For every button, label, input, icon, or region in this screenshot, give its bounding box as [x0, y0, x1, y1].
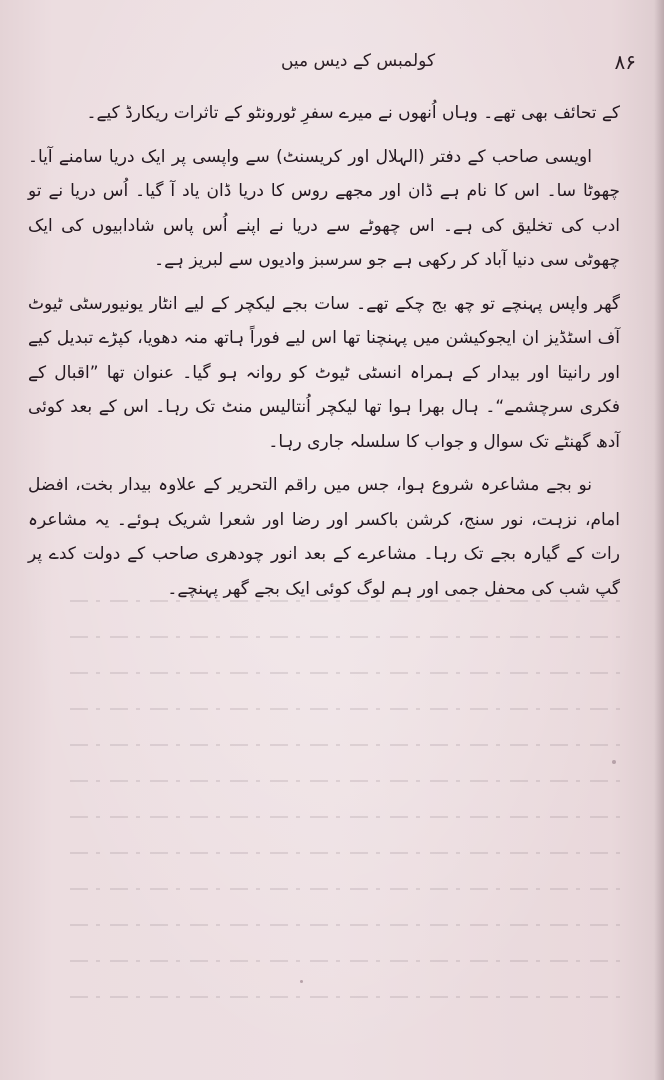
- page-body: [28, 96, 620, 615]
- paragraph: نو بجے مشاعرہ شروع ہوا، جس میں راقم التحریر کے علاوہ بیدار بخت، افضل امام، نزہت، نور سنج، کرشن باکسر اور رضا اور شعرا شریک ہوئے۔ یہ مشاعرہ رات کے گیارہ بجے تک رہا۔ مشاعرے کے بعد انور چودھری صاحب کے دولت کدے پر گپ شب کی محفل جمی اور ہم لوگ کوئی ایک بجے گھر پہنچے۔: [28, 475, 620, 599]
- page-header: [80, 50, 636, 80]
- paragraph: اویسی صاحب کے دفتر (الہلال اور کریسنٹ) سے واپسی پر ایک دریا سامنے آیا۔ چھوٹا سا۔ اس کا نام ہے ڈان اور مجھے روس کا دریا ڈان یاد آ گیا۔ اُس دریا نے تو ادب کی تخلیق کی ہے۔ اس چھوٹے سے دریا نے اپنے اُس پاس شادابیوں کی ایک چھوٹی سی دنیا آباد کر رکھی ہے جو سرسبز وادیوں سے لبریز ہے۔: [28, 146, 620, 270]
- paragraph: گھر واپس پہنچے تو چھ بج چکے تھے۔ سات بجے لیکچر کے لیے انٹار یونیورسٹی ٹیوٹ آف اسٹڈیز ان ایجوکیشن میں پہنچنا تھا اس لیے فوراً ہاتھ منہ دھویا، کپڑے تبدیل کیے اور رانیتا اور بیدار کے ہمراہ انسٹی ٹیوٹ کو روانہ ہو گیا۔ عنوان تھا ”اقبال کے فکری سرچشمے“۔ ہال بھرا ہوا تھا لیکچر اُنتالیس منٹ تک رہا۔ اس کے بعد کوئی آدھ گھنٹے تک سوال و جواب کا سلسلہ جاری رہا۔: [28, 293, 620, 452]
- paper-speck: [300, 980, 303, 983]
- running-title: کولمبس کے دیس میں: [280, 51, 436, 71]
- paper-speck: [612, 760, 616, 764]
- show-through-from-reverse: [70, 600, 620, 1040]
- page-number: ۸۶: [614, 50, 636, 74]
- paragraph: کے تحائف بھی تھے۔ وہاں اُنھوں نے میرے سفرِ ٹورونٹو کے تاثرات ریکارڈ کیے۔: [86, 103, 620, 123]
